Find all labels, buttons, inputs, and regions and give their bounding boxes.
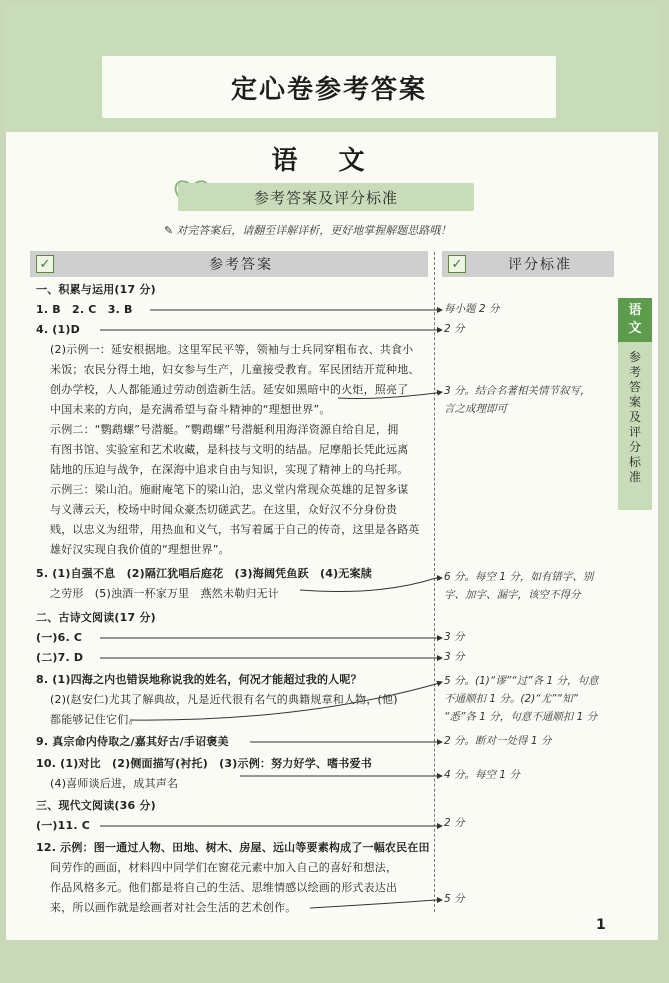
- section-heading: 二、古诗文阅读(17 分): [36, 611, 156, 624]
- answer-line: (4)喜师谈后进，成其声名: [50, 777, 179, 790]
- answer-line: 贱，以忠义为纽带，用热血和义气，书写着属于自己的传奇，这里是各路英: [50, 523, 420, 536]
- scores-column-header: [442, 251, 614, 277]
- answer-line: 8. (1)四海之内也错误地称说我的姓名，何况才能超过我的人呢？: [36, 673, 362, 686]
- side-tab: [618, 298, 652, 510]
- answer-line: 之劳形 (5)浊酒一杯家万里 燕然未勒归无计: [50, 587, 279, 600]
- scores-header-label: 评分标准: [508, 257, 572, 273]
- score-note: 字、加字、漏字，该空不得分: [444, 589, 581, 601]
- answer-line: (一)6. C: [36, 631, 83, 644]
- answer-line: 作品风格多元。他们都是将自己的生活、思维情感以绘画的形式表达出: [50, 881, 398, 894]
- answer-line: 12. 示例：图一通过人物、田地、树木、房屋、远山等要素构成了一幅农民在田: [36, 841, 430, 854]
- page-title: 定心卷参考答案: [230, 74, 427, 105]
- answer-line: (2)示例一：延安根据地。这里军民平等，领袖与士兵同穿粗布衣、共食小: [50, 343, 414, 356]
- answer-line: 间劳作的画面，材料四中同学们在窗花元素中加入自己的喜好和想法，: [50, 861, 398, 874]
- score-note: 3 分: [444, 631, 465, 643]
- banner-label: 参考答案及评分标准: [253, 188, 398, 207]
- footer-band: [0, 940, 669, 983]
- answer-line: 5. (1)自强不息 (2)隔江犹唱后庭花 (3)海阔凭鱼跃 (4)无案牍: [36, 567, 372, 580]
- answer-line: 雄好汉实现自我价值的“理想世界”。: [50, 543, 230, 556]
- answer-line: (2)(赵安仁)尤其了解典故，凡是近代很有名气的典籍规章和人物，(他): [50, 693, 398, 706]
- answer-line: 示例三：梁山泊。施耐庵笔下的梁山泊，忠义堂内常现众英雄的足智多谋: [50, 483, 409, 496]
- score-note: 5 分: [444, 893, 465, 905]
- answers-column-header: [30, 251, 428, 277]
- score-note: 言之成理即可: [444, 403, 507, 415]
- answer-line: 陆地的压迫与战争，在深海中追求自由与知识，实现了精神上的乌托邦。: [50, 463, 409, 476]
- score-note: 不通顺扣 1 分。(2)“尤”“知”: [444, 693, 578, 705]
- score-note: 2 分: [444, 323, 465, 335]
- page-title-box: [102, 56, 556, 118]
- section-heading: 三、现代文阅读(36 分): [36, 799, 156, 812]
- answer-line: 创办学校，人人都能通过劳动创造新生活。延安如黑暗中的火炬，照亮了: [50, 383, 409, 396]
- answer-line: 4. (1)D: [36, 323, 80, 336]
- answer-line: 中国未来的方向，是充满希望与奋斗精神的“理想世界”。: [50, 403, 331, 416]
- answer-line: 与义薄云天，校场中时闻众豪杰切磋武艺。在这里，众好汉不分身份贵: [50, 503, 398, 516]
- score-note: 3 分。结合名著相关情节叙写，: [444, 385, 591, 397]
- answer-line: 米饭；农民分得土地，妇女参与生产，儿童接受教育。军民团结开荒种地、: [50, 363, 420, 376]
- score-note: “悉”各 1 分，句意不通顺扣 1 分: [444, 711, 598, 723]
- section-heading: 一、积累与运用(17 分): [36, 283, 156, 296]
- score-note: 每小题 2 分: [444, 303, 500, 315]
- score-note: 4 分。每空 1 分: [444, 769, 520, 781]
- score-note: 3 分: [444, 651, 465, 663]
- answer-line: 1. B 2. C 3. B: [36, 303, 133, 316]
- page-number: 1: [596, 917, 606, 933]
- score-note: 2 分: [444, 817, 465, 829]
- answer-line: (二)7. D: [36, 651, 84, 664]
- answer-line: 示例二：“鹦鹉螺”号潜艇。“鹦鹉螺”号潜艇利用海洋资源自给自足，拥: [50, 423, 399, 436]
- answer-line: 9. 真宗命内侍取之/嘉其好古/手诏褒美: [36, 735, 229, 748]
- checkbox-icon: ✓: [448, 255, 466, 273]
- pencil-icon: ✎: [164, 224, 174, 237]
- header-band: [6, 4, 658, 132]
- answer-line: (一)11. C: [36, 819, 91, 832]
- answer-line: 有图书馆、实验室和艺术收藏，是科技与文明的结晶。尼摩船长凭此远离: [50, 443, 409, 456]
- tip-text: [164, 222, 451, 238]
- score-note: 5 分。(1)“谬”“过”各 1 分，句意: [444, 675, 599, 687]
- answer-line: 来，所以画作就是绘画者对社会生活的艺术创作。: [50, 901, 297, 914]
- side-tab-vertical-text: 参考答案及评分标准: [628, 350, 641, 484]
- subject-title: 语 文: [271, 146, 381, 176]
- tip-label: 对完答案后，请翻至详解详析，更好地掌握解题思路哦！: [176, 224, 452, 237]
- answers-header-label: 参考答案: [209, 257, 273, 273]
- answer-line: 都能够记住它们。: [50, 713, 140, 726]
- side-tab-subject: [618, 298, 652, 342]
- answer-line: 10. (1)对比 (2)侧面描写(衬托) (3)示例：努力好学、嗜书爱书: [36, 757, 372, 770]
- side-tab-line1: 语: [628, 303, 642, 318]
- score-note: 6 分。每空 1 分，如有错字、别: [444, 571, 594, 583]
- side-tab-line2: 文: [628, 321, 642, 336]
- score-note: 2 分。断对一处得 1 分: [444, 735, 552, 747]
- section-banner: [178, 183, 474, 211]
- checkbox-icon: ✓: [36, 255, 54, 273]
